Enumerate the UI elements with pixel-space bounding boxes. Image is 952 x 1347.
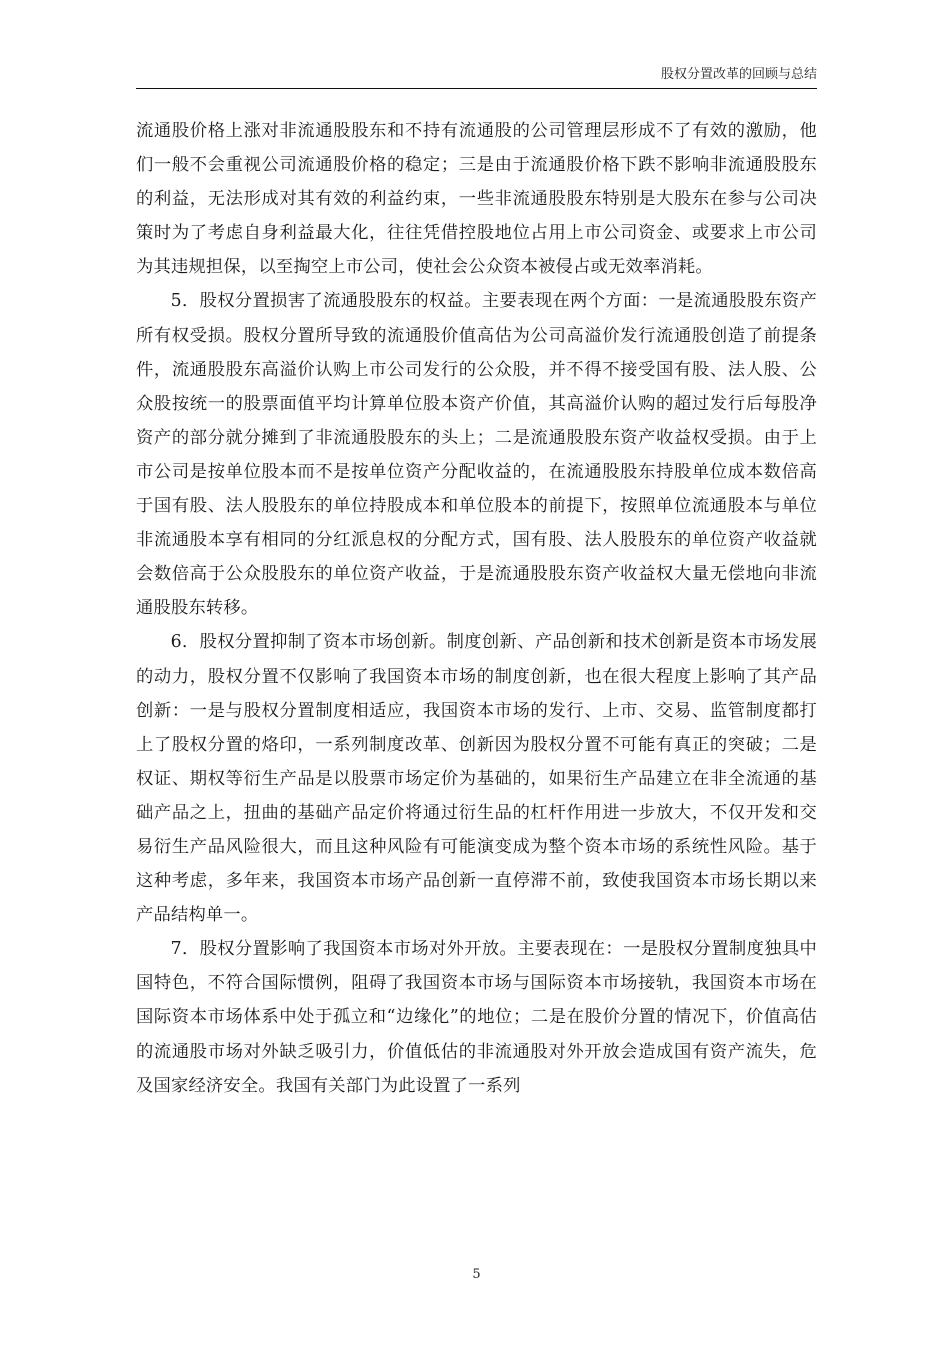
paragraph-point-7: 7．股权分置影响了我国资本市场对外开放。主要表现在：一是股权分置制度独具中国特色，不符合国际惯例，阻碍了我国资本市场与国际资本市场接轨，我国资本市场在国际资本市场体系中处于孤立和“边缘化”的地位；二是在股价分置的情况下，价值高估的流通股市场对外缺乏吸引力，价值低估的非流通股对外开放会造成国有资产流失，危及国家经济安全。我国有关部门为此设置了一系列 bbox=[136, 939, 817, 1096]
page-number: 5 bbox=[472, 1267, 481, 1282]
running-header: 股权分置改革的回顾与总结 bbox=[660, 67, 817, 82]
paragraph-point-6: 6．股权分置抑制了资本市场创新。制度创新、产品创新和技术创新是资本市场发展的动力，股权分置不仅影响了我国资本市场的制度创新，也在很大程度上影响了其产品创新：一是与股权分置制度相适应，我国资本市场的发行、上市、交易、监管制度都打上了股权分置的烙印，一系列制度改革、创新因为股权分置不可能有真正的突破；二是权证、期权等衍生产品是以股票市场定价为基础的，如果衍生产品建立在非全流通的基础产品之上，扭曲的基础产品定价将通过衍生品的杠杆作用进一步放大，不仅开发和交易衍生产品风险很大，而且这种风险有可能演变成为整个资本市场的系统性风险。基于这种考虑，多年来，我国资本市场产品创新一直停滞不前，致使我国资本市场长期以来产品结构单一。 bbox=[136, 632, 817, 926]
header-rule bbox=[136, 88, 817, 89]
paragraph-point-5: 5．股权分置损害了流通股股东的权益。主要表现在两个方面：一是流通股股东资产所有权受损。股权分置所导致的流通股价值高估为公司高溢价发行流通股创造了前提条件，流通股股东高溢价认购上市公司发行的公众股，并不得不接受国有股、法人股、公众股按统一的股票面值平均计算单位股本资产价值，其高溢价认购的超过发行后每股净资产的部分就分摊到了非流通股股东的头上；二是流通股股东资产收益权受损。由于上市公司是按单位股本而不是按单位资产分配收益的，在流通股股东持股单位成本数倍高于国有股、法人股股东的单位持股成本和单位股本的前提下，按照单位流通股本与单位非流通股本享有相同的分红派息权的分配方式，国有股、法人股股东的单位资产收益就会数倍高于公众股股东的单位资产收益，于是流通股股东资产收益权大量无偿地向非流通股股东转移。 bbox=[136, 291, 817, 619]
body-text bbox=[136, 114, 817, 1103]
paragraph-continued: 流通股价格上涨对非流通股股东和不持有流通股的公司管理层形成不了有效的激励，他们一般不会重视公司流通股价格的稳定；三是由于流通股价格下跌不影响非流通股股东的利益，无法形成对其有效的利益约束，一些非流通股股东特别是大股东在参与公司决策时为了考虑自身利益最大化，往往凭借控股地位占用上市公司资金、或要求上市公司为其违规担保，以至掏空上市公司，使社会公众资本被侵占或无效率消耗。 bbox=[136, 121, 817, 278]
